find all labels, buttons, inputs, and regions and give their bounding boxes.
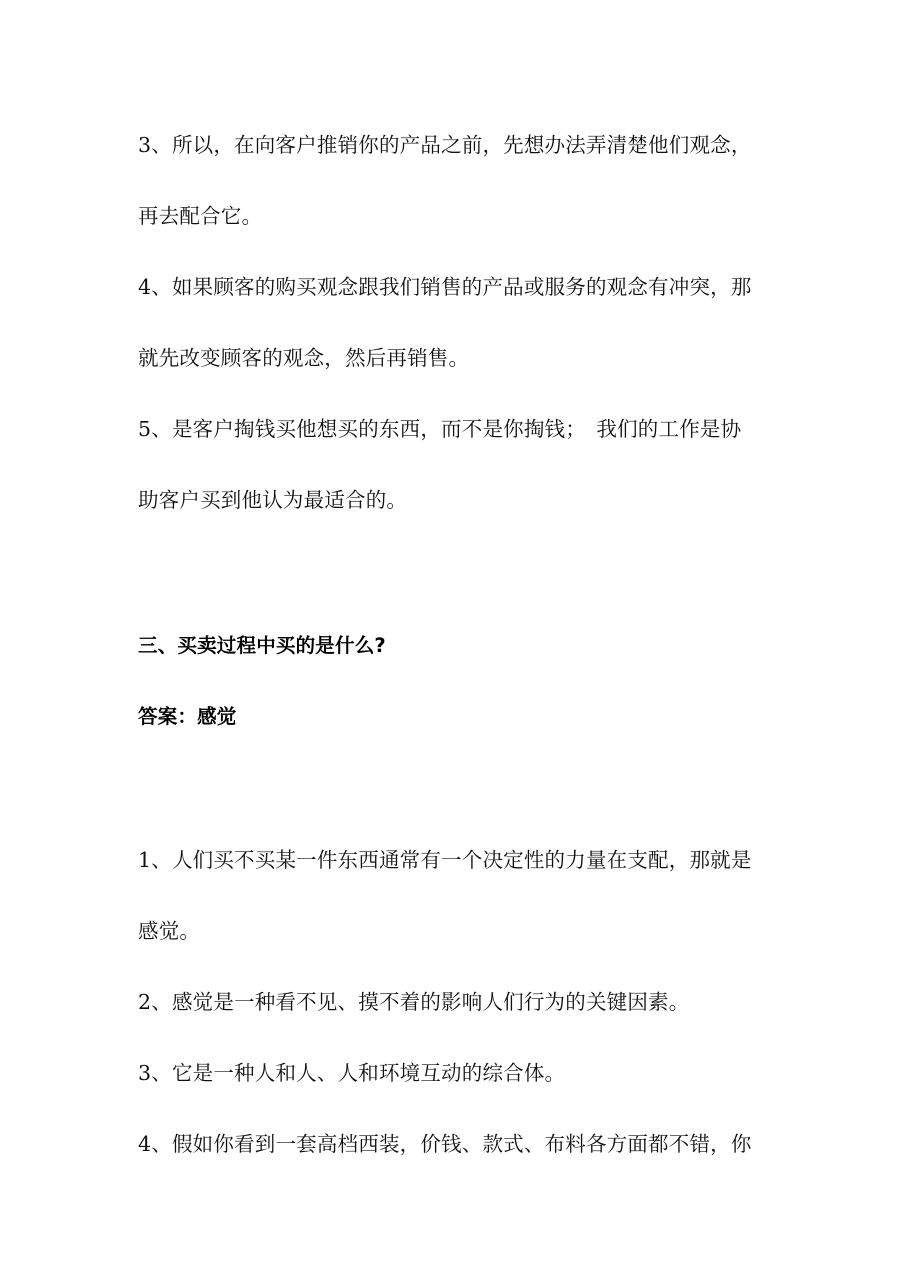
paragraph-line: 5、是客户掏钱买他想买的东西，而不是你掏钱； 我们的工作是协 (138, 417, 742, 441)
paragraph-line: 1、人们买不买某一件东西通常有一个决定性的力量在支配，那就是 (138, 848, 752, 872)
paragraph-line: 2、感觉是一种看不见、摸不着的影响人们行为的关键因素。 (138, 990, 690, 1014)
paragraph-line: 感觉。 (138, 919, 201, 943)
paragraph-line: 助客户买到他认为最适合的。 (138, 488, 408, 512)
paragraph-line: 3、它是一种人和人、人和环境互动的综合体。 (138, 1061, 566, 1085)
paragraph-line: 4、如果顾客的购买观念跟我们销售的产品或服务的观念有冲突，那 (138, 275, 752, 299)
paragraph-line: 再去配合它。 (138, 204, 263, 228)
answer-heading: 答案：感觉 (138, 705, 237, 728)
paragraph-line: 4、假如你看到一套高档西装，价钱、款式、布料各方面都不错，你 (138, 1132, 752, 1156)
paragraph-line: 就先改变顾客的观念，然后再销售。 (138, 346, 470, 370)
paragraph-line: 3、所以，在向客户推销你的产品之前，先想办法弄清楚他们观念， (138, 133, 752, 157)
section-heading: 三、买卖过程中买的是什么? (138, 634, 386, 657)
